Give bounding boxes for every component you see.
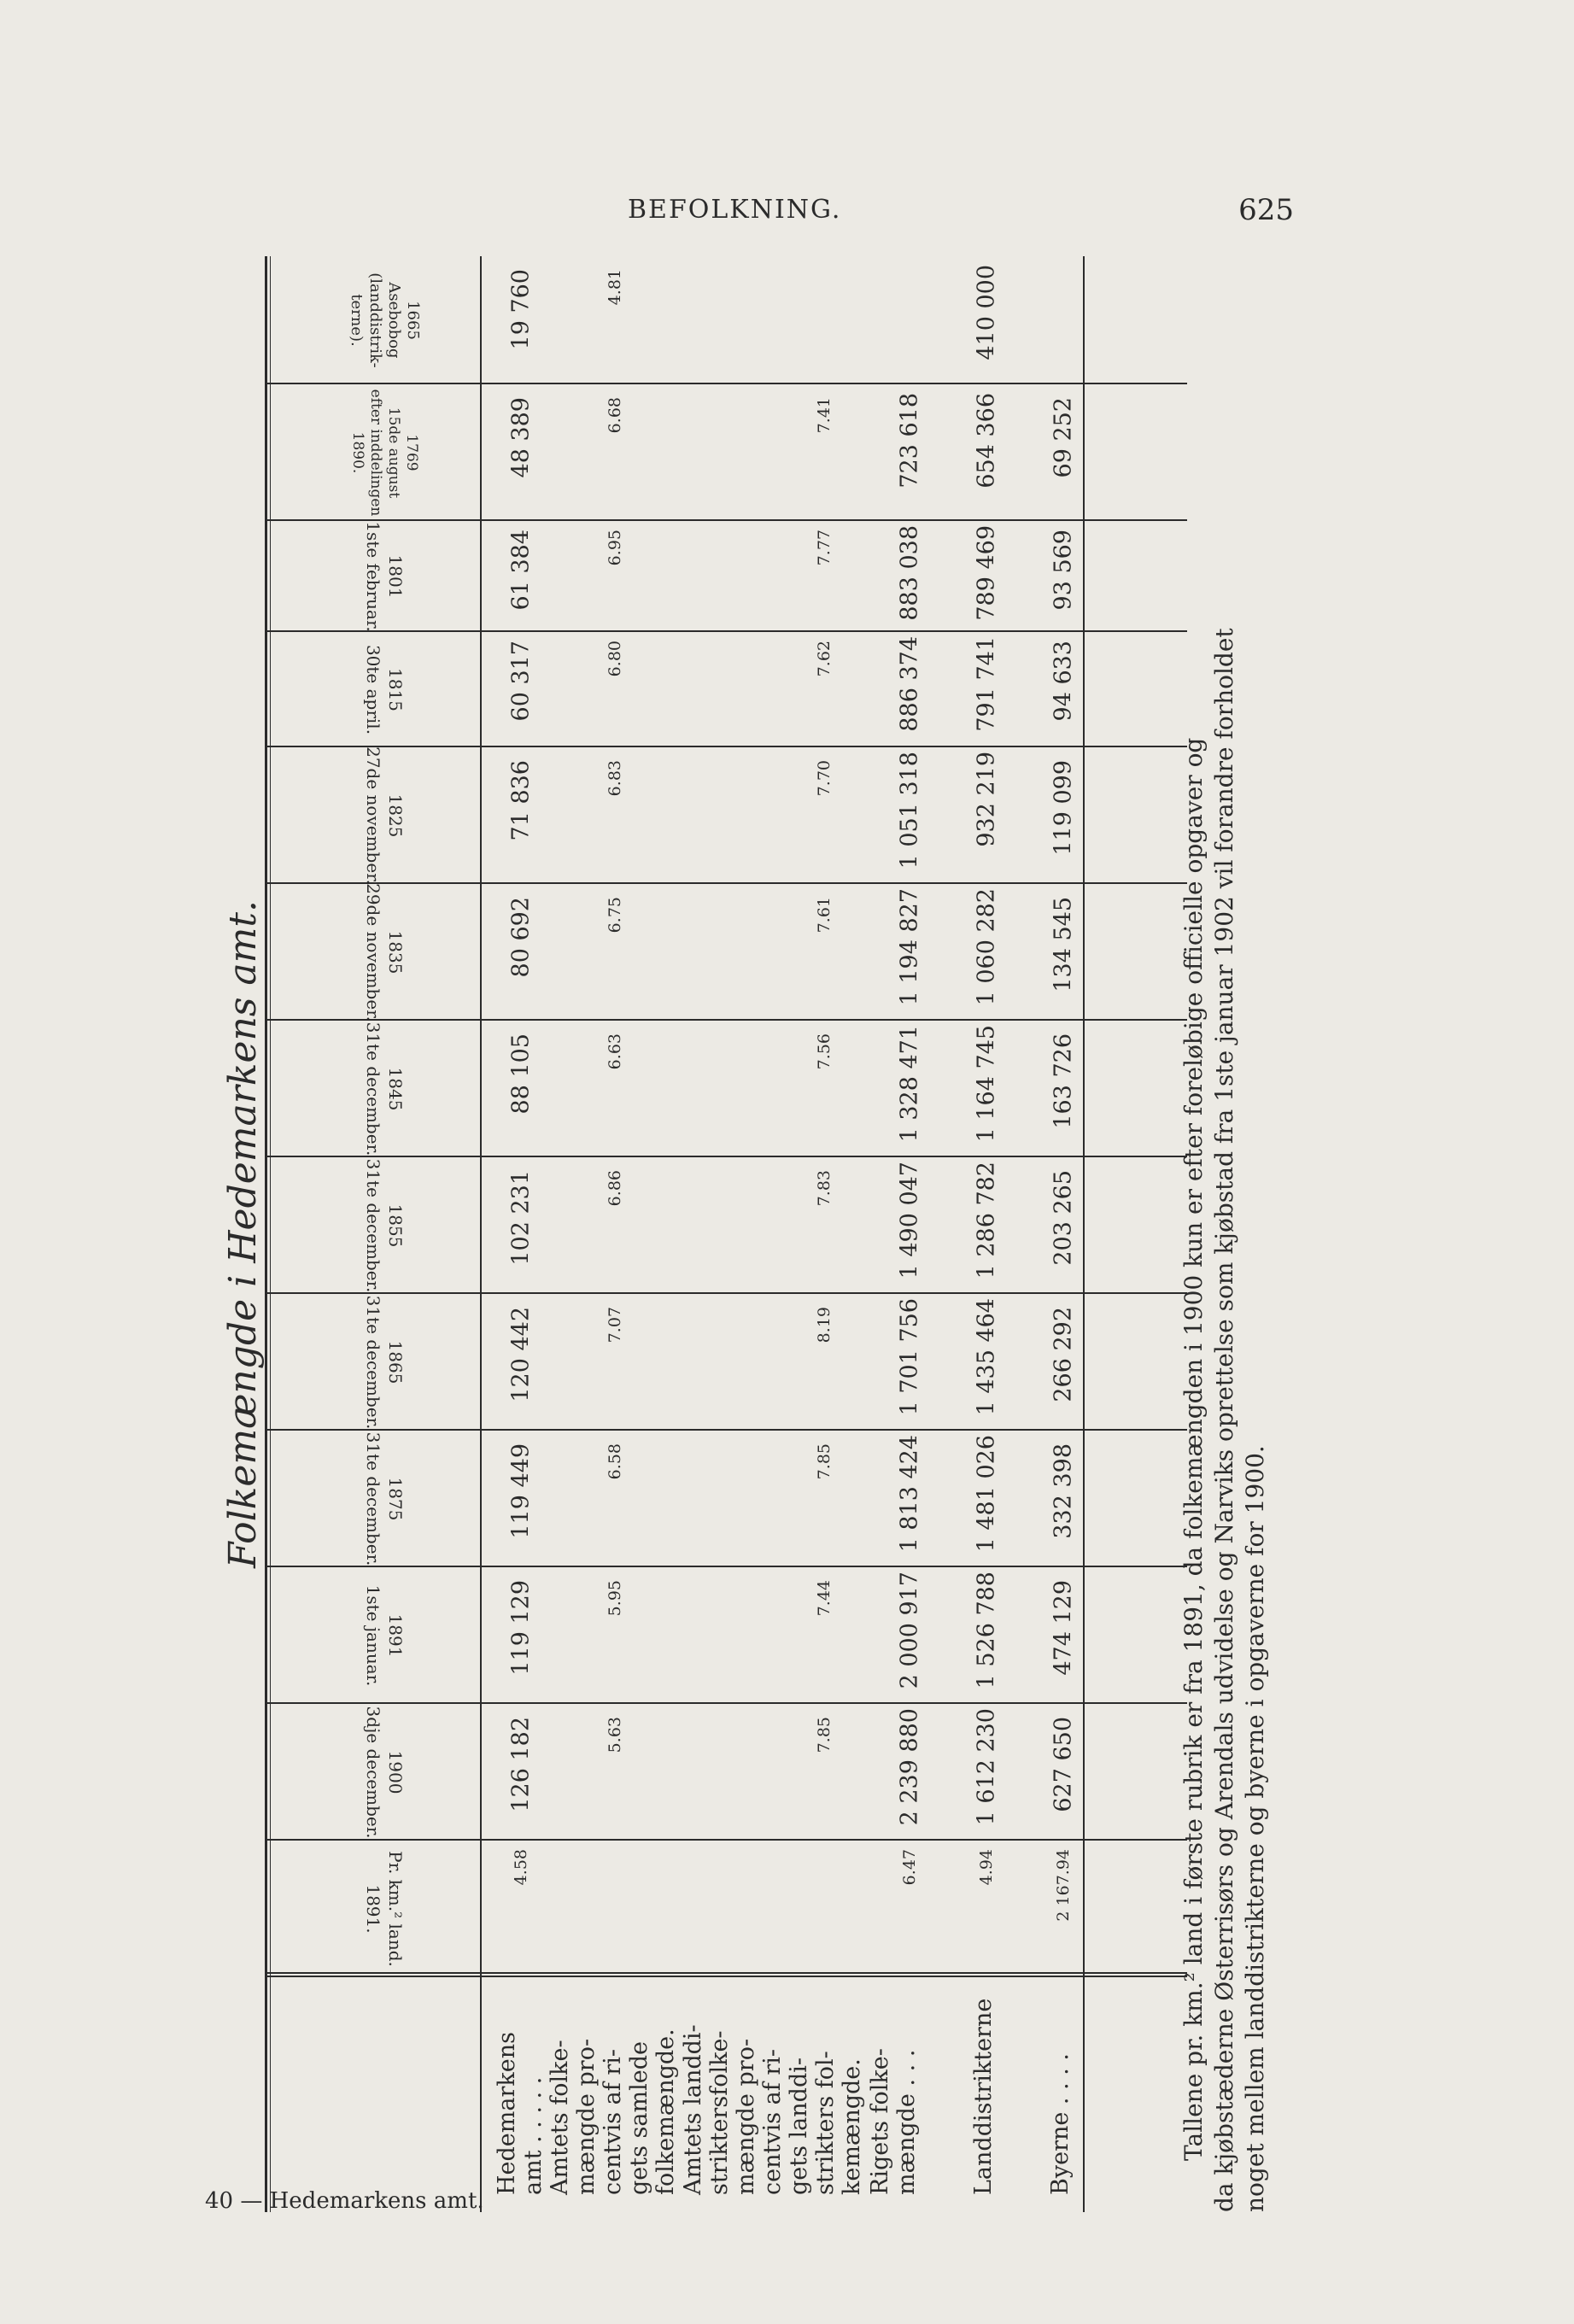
table-cell: 654 366 bbox=[973, 393, 1000, 489]
table-cell: 1 813 424 bbox=[896, 1435, 923, 1553]
row-label-landdistrikt-percent: Amtets landdi- striktersfolke- mængde pro- centvis af ri- gets landdi- strikters fol- kemængde. bbox=[680, 2024, 865, 2195]
table-cell: 60 317 bbox=[507, 641, 535, 722]
table-notes bbox=[1179, 256, 1271, 2212]
table-cell: 48 389 bbox=[507, 397, 535, 478]
table-cell: 6.83 bbox=[606, 760, 624, 797]
column-divider bbox=[265, 383, 1187, 384]
column-divider bbox=[265, 882, 1187, 884]
page-header bbox=[628, 195, 1294, 229]
note-line: da kjøbstæderne Østerrisørs og Arendals udvidelse og Narviks oprettelse som kjøbstad fra 1ste januar 1902 vil forandre forholdet bbox=[1210, 628, 1238, 2212]
table-cell: 80 692 bbox=[507, 897, 535, 978]
table-cell: 7.44 bbox=[815, 1580, 834, 1617]
table-cell: 8.19 bbox=[815, 1307, 834, 1343]
table-cell: 7.62 bbox=[815, 641, 834, 677]
population-table bbox=[265, 256, 1187, 2212]
table-cell: 1 701 756 bbox=[896, 1298, 923, 1416]
table-cell: 932 219 bbox=[973, 752, 1000, 847]
running-footer: 40 — Hedemarkens amt. bbox=[205, 2188, 484, 2214]
table-cell: 119 129 bbox=[507, 1580, 535, 1676]
table-cell: 1 490 047 bbox=[896, 1162, 923, 1279]
table-bottom-rule bbox=[1083, 256, 1085, 2212]
row-label-byerne: Byerne . . . . bbox=[1047, 2052, 1074, 2195]
note-line: noget mellem landdistrikterne og byerne i opgaverne for 1900. bbox=[1241, 1445, 1269, 2212]
row-label-rigets-folkemaengde: Rigets folke- mængde . . . bbox=[867, 2048, 920, 2195]
table-cell: 69 252 bbox=[1050, 397, 1077, 478]
table-cell: 7.70 bbox=[815, 760, 834, 797]
table-cell: 7.77 bbox=[815, 530, 834, 566]
column-header-1825: 1825 27de november. bbox=[363, 746, 406, 885]
table-cell: 4.58 bbox=[512, 1849, 530, 1886]
table-cell: 410 000 bbox=[973, 265, 1000, 360]
table-cell: 1 286 782 bbox=[973, 1162, 1000, 1279]
table-cell: 2 239 880 bbox=[896, 1708, 923, 1826]
table-cell: 6.68 bbox=[606, 397, 624, 434]
table-cell: 6.80 bbox=[606, 641, 624, 677]
table-cell: 883 038 bbox=[896, 525, 923, 621]
column-divider bbox=[265, 630, 1187, 632]
table-cell: 5.95 bbox=[606, 1580, 624, 1617]
table-cell: 71 836 bbox=[507, 760, 535, 841]
column-divider bbox=[265, 1839, 1187, 1841]
column-header-1835: 1835 29de november. bbox=[363, 883, 406, 1022]
table-cell: 6.95 bbox=[606, 530, 624, 566]
table-cell: 6.75 bbox=[606, 897, 624, 934]
table-cell: 61 384 bbox=[507, 530, 535, 611]
column-header-1891: 1891 1ste januar. bbox=[363, 1584, 406, 1687]
table-cell: 19 760 bbox=[507, 269, 535, 350]
table-cell: 94 633 bbox=[1050, 641, 1077, 722]
table-cell: 7.07 bbox=[606, 1307, 624, 1343]
table-cell: 7.56 bbox=[815, 1033, 834, 1070]
column-header-1801: 1801 1ste februar. bbox=[363, 521, 406, 632]
column-header-pr-km2: Pr. km.² land. 1891. bbox=[363, 1851, 406, 1967]
page-number: 625 bbox=[1238, 193, 1294, 227]
table-cell: 119 099 bbox=[1050, 760, 1077, 856]
column-header-1845: 1845 31te december. bbox=[363, 1022, 406, 1156]
row-label-landdistrikterne: Landdistrikterne bbox=[970, 1998, 997, 2195]
header-divider bbox=[480, 256, 482, 2212]
column-divider bbox=[265, 1019, 1187, 1021]
note-line: Tallene pr. km.² land i første rubrik er fra 1891, da folkemængden i 1900 kun er efter foreløbige officielle opgaver og bbox=[1179, 737, 1208, 2161]
table-cell: 120 442 bbox=[507, 1307, 535, 1402]
table-cell: 7.85 bbox=[815, 1717, 834, 1753]
table-cell: 93 569 bbox=[1050, 530, 1077, 611]
table-top-rule-inner bbox=[270, 256, 271, 2212]
table-cell: 203 265 bbox=[1050, 1170, 1077, 1266]
table-cell: 266 292 bbox=[1050, 1307, 1077, 1402]
table-cell: 1 194 827 bbox=[896, 888, 923, 1006]
table-cell: 1 435 464 bbox=[973, 1298, 1000, 1416]
table-cell: 6.58 bbox=[606, 1443, 624, 1480]
table-cell: 791 741 bbox=[973, 636, 1000, 732]
column-header-1815: 1815 30te april. bbox=[363, 644, 406, 735]
table-cell: 7.83 bbox=[815, 1170, 834, 1207]
table-top-rule bbox=[265, 256, 267, 2212]
column-header-1875: 1875 31te december. bbox=[363, 1431, 406, 1566]
table-cell: 332 398 bbox=[1050, 1443, 1077, 1539]
table-cell: 723 618 bbox=[896, 393, 923, 489]
table-cell: 2 167.94 bbox=[1054, 1849, 1073, 1922]
table-cell: 119 449 bbox=[507, 1443, 535, 1539]
table-cell: 627 650 bbox=[1050, 1717, 1077, 1812]
table-cell: 789 469 bbox=[973, 525, 1000, 621]
table-cell: 1 328 471 bbox=[896, 1025, 923, 1143]
table-cell: 134 545 bbox=[1050, 897, 1077, 992]
table-cell: 4.81 bbox=[606, 269, 624, 306]
row-label-amt-percent-rige: Amtets folke- mængde pro- centvis af ri- gets samlede folkemængde. bbox=[547, 2028, 679, 2195]
label-column-divider bbox=[265, 1976, 1187, 1977]
table-cell: 1 051 318 bbox=[896, 752, 923, 869]
table-cell: 886 374 bbox=[896, 636, 923, 732]
table-cell: 6.47 bbox=[900, 1849, 919, 1886]
rotated-table-section bbox=[214, 256, 1273, 2212]
table-cell: 474 129 bbox=[1050, 1580, 1077, 1676]
table-cell: 2 000 917 bbox=[896, 1572, 923, 1689]
table-cell: 6.86 bbox=[606, 1170, 624, 1207]
table-cell: 1 612 230 bbox=[973, 1708, 1000, 1826]
column-divider bbox=[265, 1429, 1187, 1431]
column-header-1665: 1665 Asebobog (landdistrik- terne). bbox=[348, 272, 422, 368]
column-divider bbox=[265, 519, 1187, 521]
table-cell: 126 182 bbox=[507, 1717, 535, 1812]
table-cell: 1 481 026 bbox=[973, 1435, 1000, 1553]
table-cell: 7.61 bbox=[815, 897, 834, 934]
column-header-1769: 1769 15de august efter inddelingen 1890. bbox=[349, 389, 420, 517]
table-cell: 4.94 bbox=[977, 1849, 996, 1886]
table-cell: 5.63 bbox=[606, 1717, 624, 1753]
table-cell: 163 726 bbox=[1050, 1033, 1077, 1129]
column-divider bbox=[265, 1156, 1187, 1157]
table-cell: 7.85 bbox=[815, 1443, 834, 1480]
table-cell: 1 060 282 bbox=[973, 888, 1000, 1006]
column-divider bbox=[265, 1702, 1187, 1704]
table-cell: 102 231 bbox=[507, 1170, 535, 1266]
column-header-1900: 1900 3dje december. bbox=[363, 1706, 406, 1839]
label-column-divider-inner bbox=[265, 1972, 1187, 1974]
column-divider bbox=[265, 1292, 1187, 1294]
table-title: Folkemængde i Hedemarkens amt. bbox=[221, 899, 265, 1569]
table-cell: 88 105 bbox=[507, 1033, 535, 1115]
column-divider bbox=[265, 746, 1187, 747]
row-label-hedemarkens-amt: Hedemarkens amt . . . . . bbox=[494, 2032, 547, 2195]
column-divider bbox=[265, 1566, 1187, 1567]
table-cell: 1 164 745 bbox=[973, 1025, 1000, 1143]
table-cell: 7.41 bbox=[815, 397, 834, 434]
table-cell: 6.63 bbox=[606, 1033, 624, 1070]
column-header-1855: 1855 31te december. bbox=[363, 1158, 406, 1293]
page-title: BEFOLKNING. bbox=[628, 195, 842, 225]
column-header-1865: 1865 31te december. bbox=[363, 1295, 406, 1430]
table-cell: 1 526 788 bbox=[973, 1572, 1000, 1689]
